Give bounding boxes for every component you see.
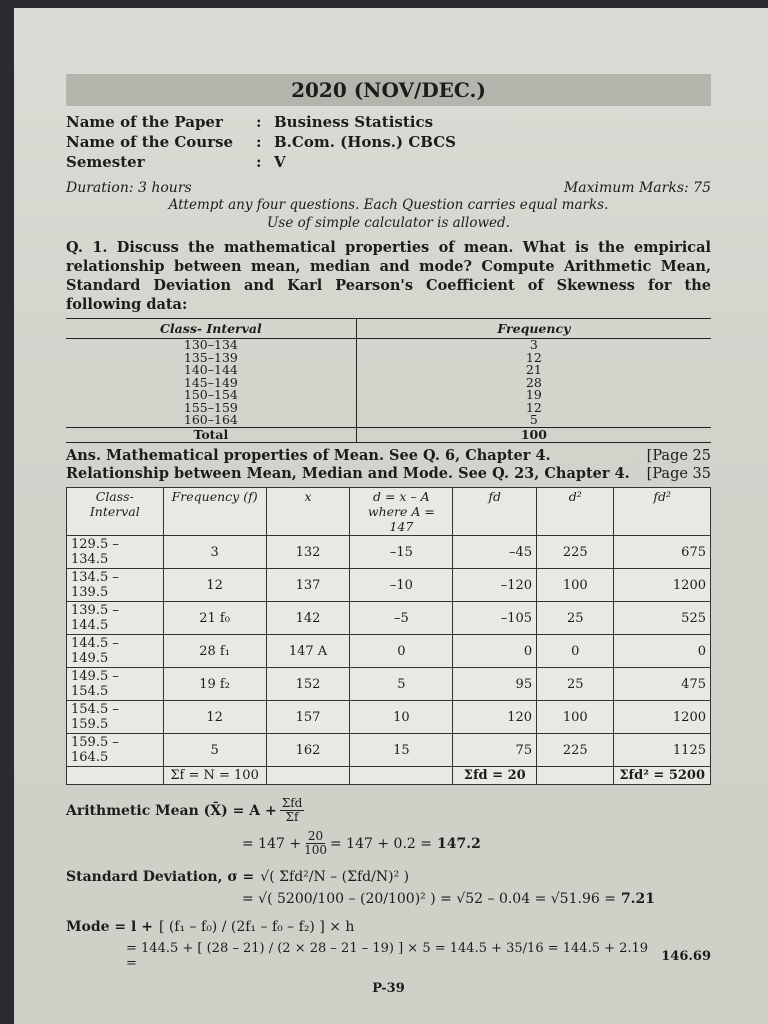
table-row [67,734,711,767]
answer-text: Ans. Mathematical properties of Mean. See Q. 6, Chapter 4. [66,447,551,464]
sum-row [67,767,711,785]
cell: 12 [525,399,542,415]
mode-calculation [126,941,711,971]
table-row [67,668,711,701]
cell: 19 [525,387,542,402]
cell: –105 [453,602,537,635]
sum-f: Σf = N = 100 [163,767,266,785]
cell: 100 [537,701,614,734]
page-number: P-39 [372,981,405,996]
sd-result: 7.21 [620,891,656,907]
cell: 130–134 [66,339,356,352]
cell: 19 f₂ [163,668,266,701]
column-header: Frequency [356,319,711,339]
total-label: Total [66,427,356,443]
mode-steps: = 144.5 + [ (28 – 21) / (2 × 28 – 21 – 19) ] × 5 = 144.5 + 35/16 = 144.5 + 2.19 = [126,941,649,971]
answer-text: Relationship between Mean, Median and Mode. See Q. 23, Chapter 4. [66,465,630,482]
total-row [66,427,711,443]
duration-row [66,180,711,196]
mean-formula [66,797,711,824]
table-row [67,536,711,569]
frequency-table [66,318,711,443]
column-header: Frequency (f) [163,488,266,536]
info-label: Name of the Course [66,133,234,151]
cell: 137 [266,569,350,602]
info-value: Business Statistics [274,113,434,131]
cell: 28 [525,374,542,390]
cell [537,767,614,785]
mode-expression: [ (f₁ – f₀) / (2f₁ – f₀ – f₂) ] × h [158,919,355,935]
info-label: Name of the Paper [66,113,223,131]
duration: Duration: 3 hours [66,180,192,196]
column-header: Class- Interval [66,319,356,339]
cell: 1125 [614,734,711,767]
sd-calculation [242,891,711,907]
fraction-numerator: Σfd [281,796,303,810]
cell [266,767,350,785]
fraction [304,830,327,857]
cell: 135–139 [66,352,356,365]
cell: 3 [163,536,266,569]
cell: 0 [350,635,453,668]
cell: 10 [350,701,453,734]
sum-fd: Σfd = 20 [453,767,537,785]
mode-label: Mode = l + [66,919,153,935]
cell: 162 [266,734,350,767]
cell: 157 [266,701,350,734]
column-header: x [266,488,350,536]
sd-steps: = √( 5200/100 – (20/100)² ) = √52 – 0.04 = √51.96 = [242,891,616,907]
cell: 120 [453,701,537,734]
table-row [66,352,711,365]
info-value: B.Com. (Hons.) CBCS [274,133,456,151]
table-row [67,569,711,602]
cell: 28 f₁ [163,635,266,668]
answer-line [66,447,711,465]
instruction: Attempt any four questions. Each Question carries equal marks. [168,197,609,213]
cell: 75 [453,734,537,767]
instruction: Use of simple calculator is allowed. [267,215,510,231]
paper-info [66,112,711,172]
cell: 3 [529,337,538,352]
answer-references [66,447,711,483]
table-header-row [67,488,711,536]
cell: 147 A [266,635,350,668]
column-header: fd [453,488,537,536]
cell: –10 [350,569,453,602]
cell: 0 [537,635,614,668]
cell: 129.5 – 134.5 [67,536,164,569]
cell: 12 [163,569,266,602]
cell: 675 [614,536,711,569]
fraction-denominator: Σf [285,810,299,824]
table-header-row [66,319,711,339]
cell: –5 [350,602,453,635]
column-header: Class- Interval [67,488,164,536]
table-row [66,364,711,377]
cell: 0 [453,635,537,668]
sum-fd2: Σfd² = 5200 [614,767,711,785]
cell: 152 [266,668,350,701]
sd-formula [66,869,711,885]
cell: 475 [614,668,711,701]
column-header: d = x – A where A = 147 [350,488,453,536]
info-label: Semester [66,153,145,171]
exam-title: 2020 (NOV/DEC.) [66,74,711,106]
cell: –120 [453,569,537,602]
cell: 154.5 – 159.5 [67,701,164,734]
cell [350,767,453,785]
cell: 134.5 – 139.5 [67,569,164,602]
info-row [66,152,711,172]
cell: 140–144 [66,364,356,377]
fraction-denominator: 100 [304,843,327,857]
cell: 149.5 – 154.5 [67,668,164,701]
cell: 12 [163,701,266,734]
cell: 15 [350,734,453,767]
cell: 160–164 [66,414,356,427]
cell: 1200 [614,569,711,602]
cell: –15 [350,536,453,569]
mode-result: 146.69 [661,948,711,964]
formulas [66,797,711,971]
cell: 5 [163,734,266,767]
cell: 159.5 – 164.5 [67,734,164,767]
table-row [66,377,711,390]
page-reference: [Page 25 [646,448,711,464]
cell: 139.5 – 144.5 [67,602,164,635]
info-value: V [274,153,286,171]
total-value: 100 [356,427,711,443]
column-header: d² [537,488,614,536]
cell: 150–154 [66,389,356,402]
cell: 5 [350,668,453,701]
cell: 25 [537,602,614,635]
cell: 12 [525,349,542,365]
sd-label: Standard Deviation, σ = [66,869,255,885]
info-row [66,112,711,132]
column-header: fd² [614,488,711,536]
cell: 0 [614,635,711,668]
fraction [280,797,305,824]
cell: 142 [266,602,350,635]
page-content [66,74,711,996]
answer-line [66,465,711,483]
cell: 145–149 [66,377,356,390]
calculation-table [66,487,711,785]
cell: 525 [614,602,711,635]
table-row [67,701,711,734]
max-marks: Maximum Marks: 75 [563,180,711,196]
table-row [67,635,711,668]
table-row [67,602,711,635]
cell: 155–159 [66,402,356,415]
cell: 100 [537,569,614,602]
cell: 225 [537,734,614,767]
table-row [66,389,711,402]
mean-calculation [242,830,711,857]
sd-expression: √( Σfd²/N – (Σfd/N)² ) [260,869,410,885]
table-row [66,414,711,427]
info-separator: : [256,133,262,151]
mode-formula [66,919,711,935]
book-page [14,8,768,1024]
cell: 21 f₀ [163,602,266,635]
cell: 225 [537,536,614,569]
question-1: Q. 1. Discuss the mathematical properties of mean. What is the empirical relationship between mean, median and mode? Compute Arithmetic Mean, Standard Deviation and Karl Pearson's Coefficient of Skewness for the following data: [66,239,711,313]
info-separator: : [256,153,262,171]
table-row [66,339,711,352]
frequency-table-body [66,339,711,443]
calculation-table-body [67,536,711,767]
cell: 1200 [614,701,711,734]
cell: 144.5 – 149.5 [67,635,164,668]
cell: 5 [529,412,538,427]
cell [67,767,164,785]
mean-step: = 147 + 0.2 = [330,835,432,852]
fraction-numerator: 20 [307,829,324,843]
cell: 25 [537,668,614,701]
info-separator: : [256,113,262,131]
mean-result: 147.2 [436,835,481,852]
cell: 95 [453,668,537,701]
mean-step: = 147 + [242,835,302,852]
cell: 132 [266,536,350,569]
info-row [66,132,711,152]
cell: 21 [525,362,542,377]
page-reference: [Page 35 [646,466,711,482]
table-row [66,402,711,415]
mean-label: Arithmetic Mean (X̄) = A + [66,802,277,819]
cell: –45 [453,536,537,569]
